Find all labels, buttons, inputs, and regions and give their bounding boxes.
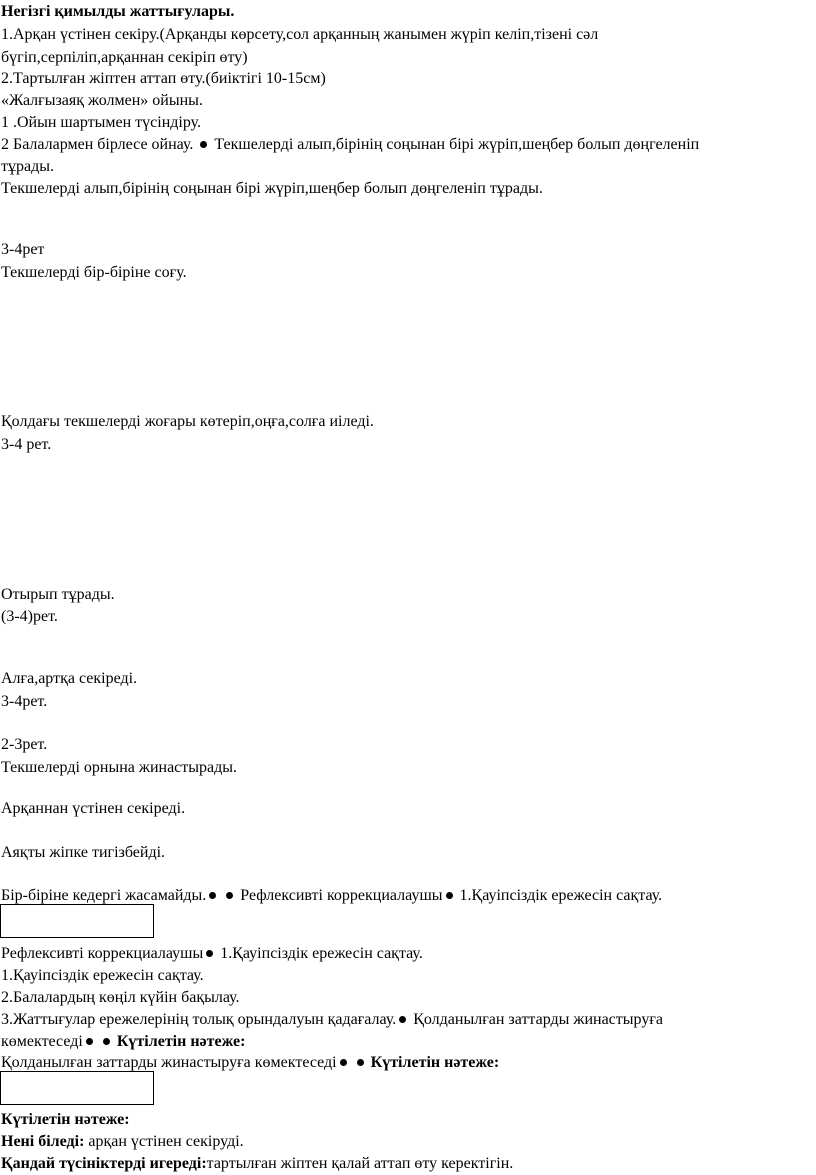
item-3-help: Қолданылған заттарды жинастыруға xyxy=(413,1011,663,1028)
expected-heading: Күтілетін нәтеже: xyxy=(1,1111,130,1128)
expected-label-inline-2: Күтілетін нәтеже: xyxy=(370,1054,500,1071)
no-touch-rope: Аяқты жіпке тигізбейді. xyxy=(1,844,166,861)
skills-line xyxy=(1,1152,513,1175)
empty-cell-box xyxy=(0,1071,154,1105)
game-step-2-end: тұрады. xyxy=(1,158,54,175)
expected-label-inline: Күтілетін нәтеже: xyxy=(116,1033,246,1050)
knows-value: арқан үстінен секіруді. xyxy=(84,1133,244,1150)
jump-over-rope: Арқаннан үстінен секіреді. xyxy=(1,800,186,817)
raise-instruction: Қолдағы текшелерді жоғары көтеріп,оңға,солға иіледі. xyxy=(1,413,374,430)
help-full-text: Қолданылған заттарды жинастыруға көмектеседі xyxy=(1,1054,337,1071)
game-step-2-text: 2 Балалармен бірлесе ойнау. xyxy=(1,136,194,153)
repetitions-1: 3-4рет xyxy=(1,241,45,258)
bullet-icon xyxy=(200,141,207,148)
knows-label: Нені біледі: xyxy=(1,1133,85,1150)
repetitions-3: (3-4)рет. xyxy=(1,608,58,625)
circle-instruction: Текшелерді алып,бірінің соңынан бірі жүріп,шеңбер болып дөңгеленіп тұрады. xyxy=(1,180,543,197)
repetitions-2: 3-4 рет. xyxy=(1,436,52,453)
bullet-icon xyxy=(357,1059,364,1066)
repetitions-5: 2-3рет. xyxy=(1,736,48,753)
reflexive-line xyxy=(1,942,423,965)
game-title: «Жалғызаяқ жолмен» ойыны. xyxy=(1,92,203,109)
helps-word: көмектеседі xyxy=(1,1033,83,1050)
bullet-icon xyxy=(340,1059,347,1066)
skills-label: Қандай түсініктерді игереді: xyxy=(1,1155,207,1172)
bullet-icon xyxy=(446,892,453,899)
item-3-text: 3.Жаттығулар ережелерінің толық орындалуын қадағалау. xyxy=(1,1011,397,1028)
reflexive-label: Рефлексивті коррекциалаушы xyxy=(240,887,443,904)
skills-value: тартылған жіптен қалай аттап өту керектігін. xyxy=(206,1155,514,1172)
game-step-2-continued: Текшелерді алып,бірінің соңынан бірі жүріп,шеңбер болып дөңгеленіп xyxy=(214,136,700,153)
bullet-icon xyxy=(209,892,216,899)
exercise-1-line-1: 1.Арқан үстінен секіру.(Арқанды көрсету,сол арқанның жанымен жүріп келіп,тізені сәл xyxy=(1,26,599,43)
bullet-icon xyxy=(103,1038,110,1045)
knows-line xyxy=(1,1130,244,1153)
list-item-3 xyxy=(1,1008,663,1031)
reflexive-text: Рефлексивті коррекциалаушы xyxy=(1,945,204,962)
no-hinder-text: Бір-біріне кедергі жасамайды. xyxy=(1,887,207,904)
bullet-icon xyxy=(226,892,233,899)
collect-instruction: Текшелерді орнына жинастырады. xyxy=(1,759,238,776)
helps-line xyxy=(1,1030,245,1053)
heading: Негізгі қимылды жаттығулары. xyxy=(1,3,235,20)
list-item-1: 1.Қауіпсіздік ережесін сақтау. xyxy=(1,967,204,984)
safety-rule-text: 1.Қауіпсіздік ережесін сақтау. xyxy=(220,945,423,962)
safety-rule-inline: 1.Қауіпсіздік ережесін сақтау. xyxy=(459,887,663,904)
bullet-icon xyxy=(86,1038,93,1045)
exercise-1-line-2: бүгіп,серпіліп,арқаннан секіріп өту) xyxy=(1,49,248,66)
exercise-2: 2.Тартылған жіптен аттап өту.(биіктігі 10-15см) xyxy=(1,70,326,87)
repetitions-4: 3-4рет. xyxy=(1,693,48,710)
squat-instruction: Отырып тұрады. xyxy=(1,586,115,603)
bullet-icon xyxy=(399,1016,406,1023)
empty-cell-box xyxy=(0,904,154,938)
game-step-1: 1 .Ойын шартымен түсіндіру. xyxy=(1,114,202,131)
knock-instruction: Текшелерді бір-біріне соғу. xyxy=(1,264,187,281)
bullet-icon xyxy=(206,950,213,957)
jump-instruction: Алға,артқа секіреді. xyxy=(1,670,138,687)
game-step-2 xyxy=(1,133,699,156)
list-item-2: 2.Балалардың көңіл күйін бақылау. xyxy=(1,989,240,1006)
